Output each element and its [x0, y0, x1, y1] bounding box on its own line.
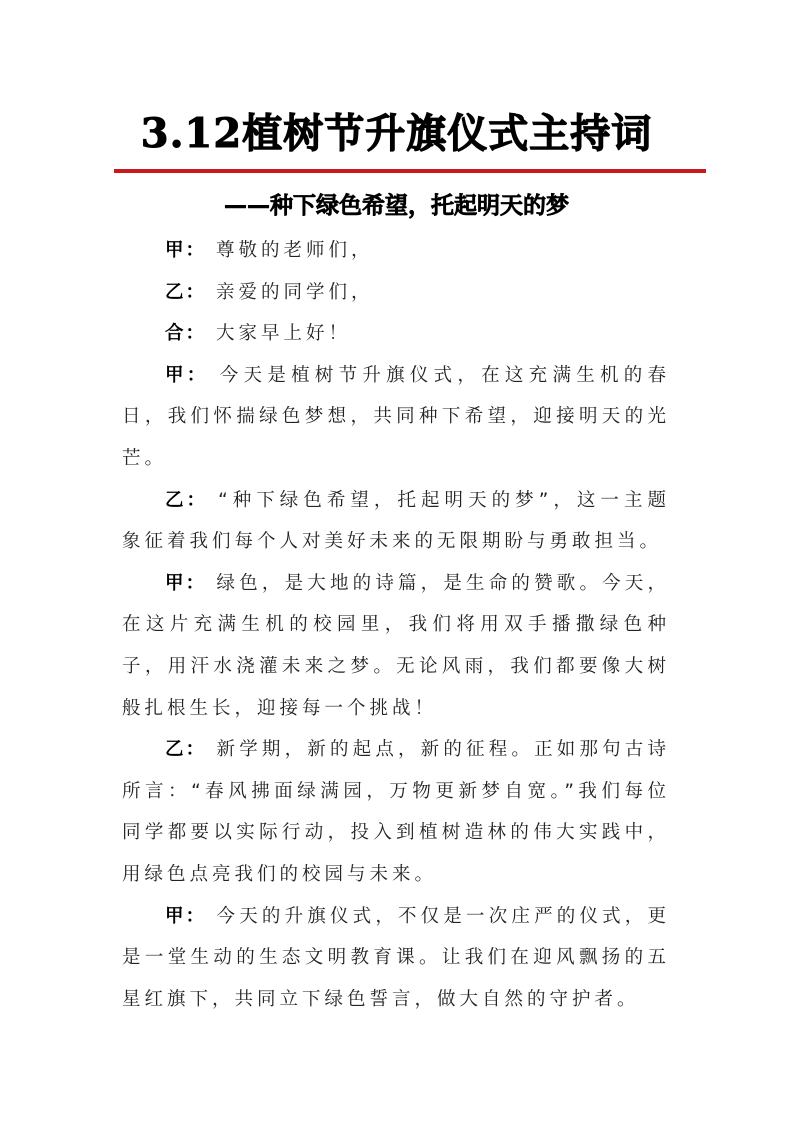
paragraph-text: 今天是植树节升旗仪式，在这充满生机的春日，我们怀揣绿色梦想，共同种下希望，迎接明天的光芒。: [122, 364, 670, 469]
paragraph: [122, 480, 670, 563]
title-divider-rule: [114, 169, 706, 173]
speaker-label: 甲：: [165, 572, 207, 594]
speaker-label: 乙：: [165, 489, 209, 511]
document-body: [122, 230, 670, 1020]
paragraph: [122, 313, 670, 355]
document-subtitle: ——种下绿色希望，托起明天的梦: [224, 192, 569, 219]
paragraph-text: 绿色，是大地的诗篇，是生命的赞歌。今天，在这片充满生机的校园里，我们将用双手播撒绿色种子，用汗水浇灌未来之梦。无论风雨，我们都要像大树般扎根生长，迎接每一个挑战！: [122, 572, 670, 719]
paragraph-text: 亲爱的同学们，: [216, 281, 374, 303]
speaker-label: 甲：: [165, 240, 207, 261]
paragraph-text: 今天的升旗仪式，不仅是一次庄严的仪式，更是一堂生动的生态文明教育课。让我们在迎风飘扬的五星红旗下，共同立下绿色誓言，做大自然的守护者。: [122, 905, 670, 1010]
paragraph-text: 新学期，新的起点，新的征程。正如那句古诗所言：“春风拂面绿满园，万物更新梦自宽。”我们每位同学都要以实际行动，投入到植树造林的伟大实践中，用绿色点亮我们的校园与未来。: [122, 739, 670, 885]
speaker-label: 甲：: [165, 364, 209, 386]
paragraph: [122, 729, 670, 895]
paragraph-text: 尊敬的老师们，: [216, 240, 374, 261]
speaker-label: 乙：: [165, 281, 207, 303]
speaker-label: 甲：: [165, 905, 207, 927]
paragraph: [122, 563, 670, 729]
paragraph: [122, 230, 670, 272]
paragraph: [122, 355, 670, 480]
paragraph: [122, 896, 670, 1021]
speaker-label: 乙：: [165, 739, 207, 761]
paragraph: [122, 272, 670, 314]
paragraph-text: “种下绿色希望，托起明天的梦”，这一主题象征着我们每个人对美好未来的无限期盼与勇敢担当。: [122, 489, 670, 553]
document-title: 3.12植树节升旗仪式主持词: [140, 110, 653, 157]
speaker-label: 合：: [165, 323, 207, 345]
paragraph-text: 大家早上好！: [216, 323, 352, 345]
